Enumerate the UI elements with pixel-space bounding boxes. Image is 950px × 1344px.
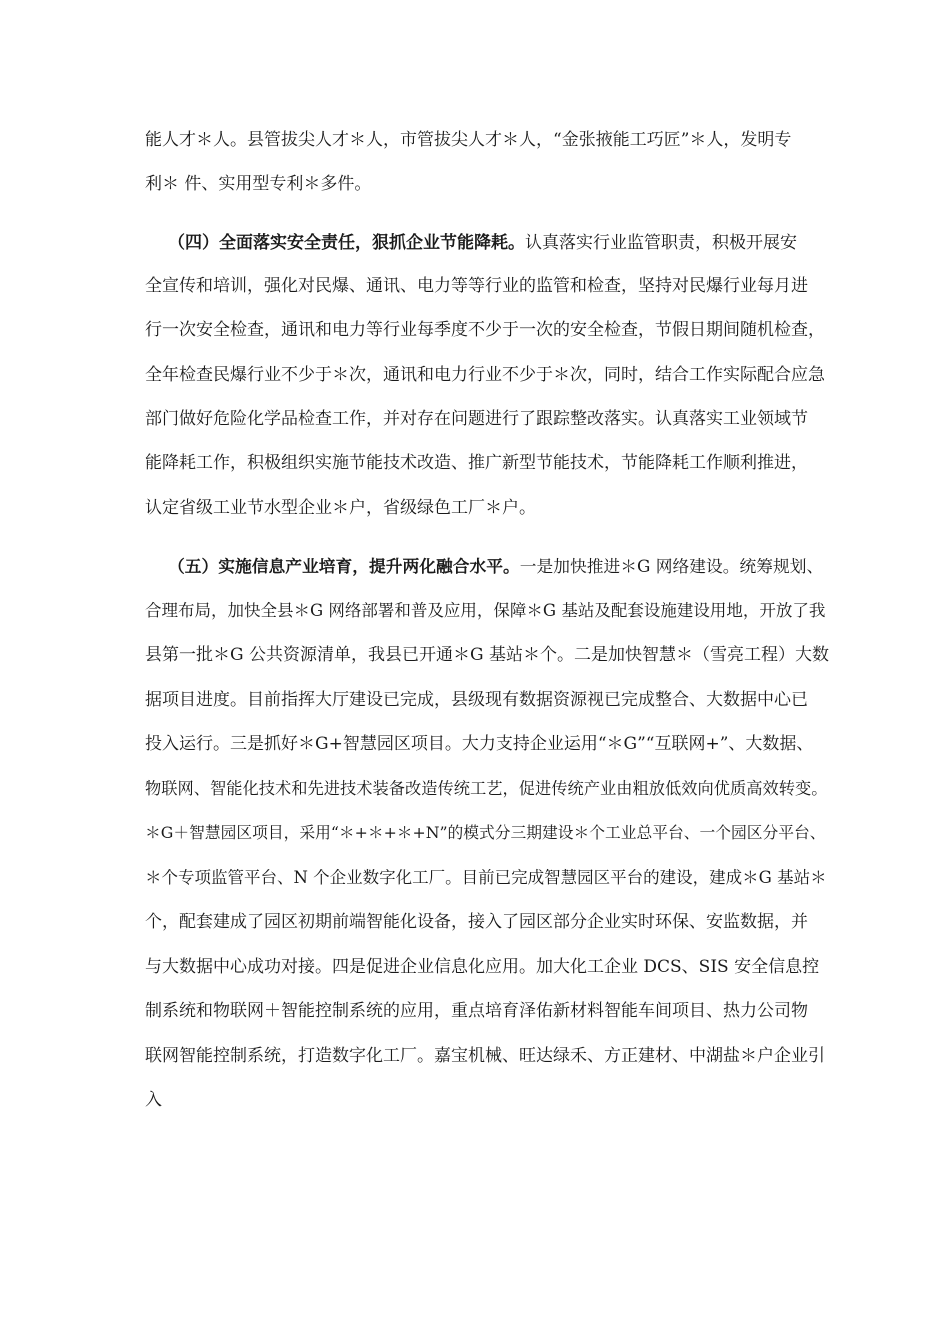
- paragraph-line: 入: [145, 1090, 162, 1110]
- paragraph-text: 一是加快推进＊G 网络建设。统筹规划、: [519, 556, 824, 576]
- paragraph-line: ＊G＋智慧园区项目，采用“＊+＊+＊+N”的模式分三期建设＊个工业总平台、一个园区分平台、: [145, 823, 826, 842]
- paragraph-line: 联网智能控制系统，打造数字化工厂。嘉宝机械、旺达绿禾、方正建材、中湖盐＊户企业引: [145, 1046, 825, 1066]
- paragraph-line: 与大数据中心成功对接。四是促进企业信息化应用。加大化工企业 DCS、SIS 安全信息控: [145, 957, 820, 977]
- paragraph-line: 能人才＊人。县管拔尖人才＊人，市管拔尖人才＊人，“金张掖能工巧匠”＊人，发明专: [145, 130, 792, 150]
- paragraph-line: 投入运行。三是抓好＊G+智慧园区项目。大力支持企业运用“＊G”“互联网+”、大数据、: [145, 734, 814, 754]
- paragraph-line: 个，配套建成了园区初期前端智能化设备，接入了园区部分企业实时环保、安监数据，并: [145, 912, 808, 932]
- paragraph-line: 制系统和物联网＋智能控制系统的应用，重点培育泽佑新材料智能车间项目、热力公司物: [145, 1001, 808, 1021]
- paragraph-line: 部门做好危险化学品检查工作，并对存在问题进行了跟踪整改落实。认真落实工业领域节: [145, 409, 808, 429]
- section-heading: （五）实施信息产业培育，提升两化融合水平。: [168, 556, 520, 576]
- paragraph-line: 全年检查民爆行业不少于＊次，通讯和电力行业不少于＊次，同时，结合工作实际配合应急: [145, 365, 825, 385]
- paragraph-line: 全宣传和培训，强化对民爆、通讯、电力等等行业的监管和检查，坚持对民爆行业每月进: [145, 276, 808, 296]
- section-five-line: [168, 556, 823, 576]
- paragraph-line: 合理布局，加快全县＊G 网络部署和普及应用，保障＊G 基站及配套设施建设用地，开放了我: [145, 601, 826, 620]
- paragraph-line: 行一次安全检查，通讯和电力等行业每季度不少于一次的安全检查，节假日期间随机检查，: [145, 320, 825, 340]
- paragraph-line: 认定省级工业节水型企业＊户，省级绿色工厂＊户。: [145, 498, 536, 518]
- section-four-line: [168, 233, 797, 253]
- paragraph-line: 县第一批＊G 公共资源清单，我县已开通＊G 基站＊个。二是加快智慧＊（雪亮工程）大数: [145, 645, 829, 665]
- paragraph-line: 物联网、智能化技术和先进技术装备改造传统工艺，促进传统产业由粗放低效向优质高效转变。: [145, 779, 828, 798]
- paragraph-line: 利＊ 件、实用型专利＊多件。: [145, 174, 372, 194]
- paragraph-text: 认真落实行业监管职责，积极开展安: [525, 233, 797, 253]
- section-heading: （四）全面落实安全责任，狠抓企业节能降耗。: [168, 233, 525, 253]
- paragraph-line: ＊个专项监管平台、N 个企业数字化工厂。目前已完成智慧园区平台的建设，建成＊G 基站＊: [145, 868, 827, 887]
- paragraph-line: 能降耗工作，积极组织实施节能技术改造、推广新型节能技术，节能降耗工作顺利推进，: [145, 453, 808, 473]
- paragraph-line: 据项目进度。目前指挥大厅建设已完成，县级现有数据资源视已完成整合、大数据中心已: [145, 690, 808, 710]
